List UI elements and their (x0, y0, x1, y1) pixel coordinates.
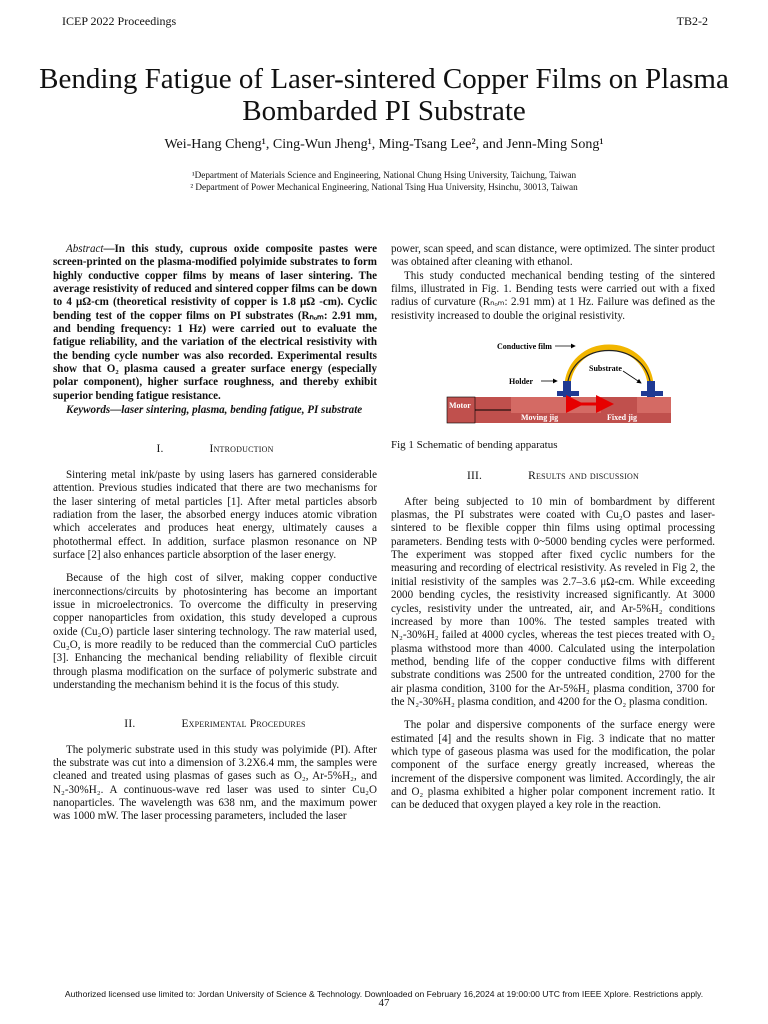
paragraph-results-2: The polar and dispersive components of the surface energy were estimated [4] and the results shown in Fig. 3 indicate that no matter which type of gaseous plasma was used for the modification, the polar component of the surface energy greatly increased, whereas the increment of the dispersive component was limited. Accordingly, the air and O₂ plasma exhibited a higher polar component increment ratio. It can be deduced that oxygen played a key role in the reaction. (391, 719, 715, 812)
section-title: Introduction (209, 443, 274, 456)
keywords-label: Keywords (66, 404, 111, 417)
label-motor: Motor (449, 401, 471, 411)
license-footer: Authorized licensed use limited to: Jordan University of Science & Technology. Downloaded on February 16,2024 at 19:00:00 UTC from IEEE Xplore. Restrictions apply. (64, 989, 704, 999)
section-heading-introduction (53, 443, 377, 456)
section-number: II. (124, 718, 136, 731)
left-column (53, 243, 377, 824)
abstract (53, 243, 377, 403)
paragraph-continued: power, scan speed, and scan distance, were optimized. The sinter product was obtained after cleaning with ethanol. (391, 243, 715, 269)
holder-right-base (641, 391, 663, 396)
paragraph-bending-test: This study conducted mechanical bending testing of the sintered films, illustrated in Fig. 1. Bending tests were carried out with a fixed radius of curvature (Rₙₒₘ: 2.91 mm) at 1 Hz. Failure was defined as the resistivity increased to double the original resistivity. (391, 269, 715, 322)
page-number: 47 (378, 997, 390, 1009)
section-title: Results and discussion (528, 470, 640, 483)
keywords-text: —laser sintering, plasma, bending fatigue, PI substrate (110, 404, 363, 417)
abstract-label: Abstract (66, 243, 104, 255)
running-header-left: ICEP 2022 Proceedings (62, 14, 177, 28)
label-moving-jig: Moving jig (521, 413, 559, 423)
section-number: III. (466, 470, 483, 483)
figure-1 (391, 333, 715, 433)
abstract-text: —In this study, cuprous oxide composite pastes were screen-printed on the plasma-modified polyimide substrates to form highly conductive copper films by means of laser sintering. The average resistivity of reduced and sintered copper films can be down to 4 μΩ-cm (theoretical resistivity of copper is 1.8 μΩ -cm). Cyclic bending test of the copper films on PI substrates (Rₙₒₘ: 2.91 mm, and bending frequency: 1 Hz) were carried out to evaluate the fatigue reliability, and the variation of the electrical resistivity with the bending cycle number was also recorded. Experimental results show that O₂ plasma caused a greater surface energy (especially polar component), higher surface roughness, and thereby exhibit superior bending fatigue resistance. (53, 243, 377, 402)
paragraph-results-1: After being subjected to 10 min of bombardment by different plasmas, the PI substrates were coated with Cu₂O pastes and laser-sintered to be flexible copper thin films using optimal processing parameters. Bending tests with 0~5000 bending cycles were performed. The experiment was stopped after fixed cyclic numbers for the measuring and recording of electrical resistivity. As reveled in Fig 2, the initial resistivity of the samples was 2.7–3.6 μΩ-cm. While exceeding 2000 bending cycles, the resistivity increased significantly. At 3000 cycles, resistivity under the untreated, air, and Ar-5%H₂ conditions increased by more than 100%. The tested samples treated with N₂-30%H₂ failed at 4000 cycles, whereas the test pieces treated with O₂ plasma withstood more than 4000. Calculated using the interpolation method, bending life of the copper conductive films with different substrate conditions was 2500 for the untreated condition, 2700 for the air plasma condition, 3100 for the Ar-5%H₂ plasma condition, 3700 for the N₂-30%H₂ plasma condition, and 4200 for the O₂ plasma condition. (391, 495, 715, 708)
running-header-right: TB2-2 (676, 14, 708, 28)
bending-apparatus-diagram (391, 333, 715, 433)
paper-title: Bending Fatigue of Laser-sintered Copper Films on Plasma Bombarded PI Substrate (39, 63, 729, 127)
section-heading-experimental (53, 718, 377, 731)
affiliation-1: ¹Department of Materials Science and Engineering, National Chung Hsing University, Taichung, Taiwan (191, 170, 577, 180)
paragraph-exp-1: The polymeric substrate used in this study was polyimide (PI). After the substrate was cut into a dimension of 3.2X6.4 mm, the samples were cleaned and treated using plasmas of gases such as O₂, Ar-5%H₂, and N₂-30%H₂. A continuous-wave red laser was used to sinter Cu₂O nanoparticles. The wavelength was 638 nm, and the maximum power was 1000 mW. The laser processing parameters, included the laser (53, 743, 377, 823)
fixed-jig (637, 397, 671, 413)
section-title: Experimental Procedures (181, 718, 306, 731)
right-column (391, 243, 715, 813)
author-list: Wei-Hang Cheng¹, Cing-Wun Jheng¹, Ming-Tsang Lee², and Jenn-Ming Song¹ (164, 137, 604, 152)
label-holder: Holder (509, 377, 533, 387)
label-substrate: Substrate (589, 364, 622, 374)
pointer-substrate (623, 371, 641, 383)
figure-caption: Fig 1 Schematic of bending apparatus (391, 439, 558, 452)
holder-left-base (557, 391, 579, 396)
section-number: I. (156, 443, 164, 456)
label-fixed-jig: Fixed jig (607, 413, 637, 423)
paragraph-intro-2: Because of the high cost of silver, making copper conductive inerconnections/circuits by photosintering has become an important issue in microelectronics. To overcome the difficulty in preserving copper nanoparticles from oxidation, this study developed a cuprous oxide (Cu₂O) particle laser sintering technology. The raw material used, Cu₂O, is more readily to be reduced than the commercial CuO particles [3]. Enhancing the mechanical bending reliability of flexible circuit through plasma modification on the surface of polymeric substrate and understanding the mechanism behind it is the focus of this study. (53, 572, 377, 691)
label-conductive-film: Conductive film (497, 342, 552, 352)
affiliation-2: ² Department of Power Mechanical Engineering, National Tsing Hua University, Hsinchu, 30013, Taiwan (190, 182, 578, 192)
section-heading-results (391, 470, 715, 483)
paragraph-intro-1: Sintering metal ink/paste by using lasers has garnered considerable attention. Previous studies indicated that there are two mechanisms for the laser sintering of metal particles [1]. After metal particles absorb radiation from the laser, the absorbed energy induces atomic vibration which accelerates and produces heat energy, ultimately causes a photothermal effect. In addition, surface plasmon resonance on NP surface [2] also enhances particle absorption of the laser energy. (53, 468, 377, 561)
keywords (53, 404, 377, 417)
